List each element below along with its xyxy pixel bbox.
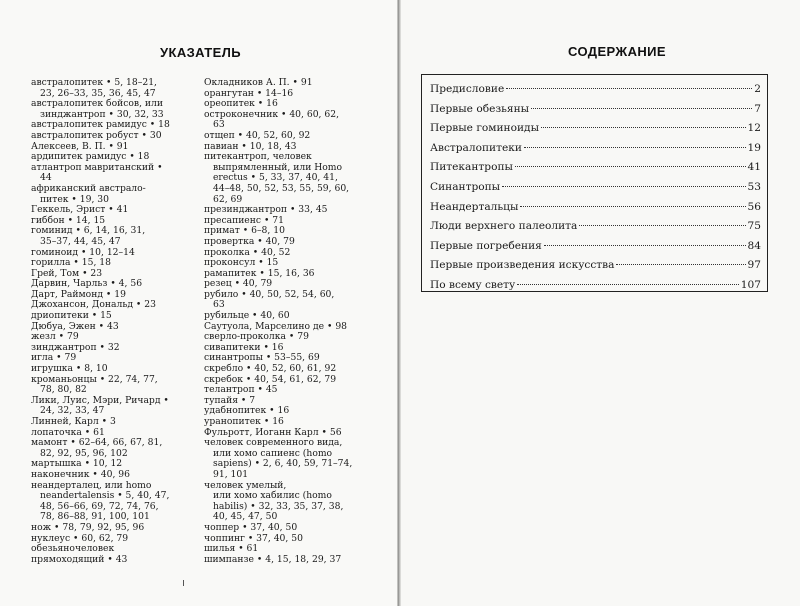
index-entry-line: чоппинг • 37, 40, 50: [204, 532, 303, 544]
index-entry-line: павиан • 10, 18, 43: [204, 140, 297, 152]
index-entry-line: рамапитек • 15, 16, 36: [204, 267, 315, 279]
index-entry-line: отщеп • 40, 52, 60, 92: [204, 129, 311, 141]
index-entry-line: 40, 45, 47, 50: [213, 511, 278, 523]
index-entry-line: атлантроп мавританский •: [31, 161, 163, 173]
toc-row: [430, 277, 761, 293]
index-entry: [204, 152, 354, 205]
contents-heading: СОДЕРЖАНИЕ: [568, 44, 666, 59]
index-entry-line: рубило • 40, 50, 52, 54, 60,: [204, 288, 335, 300]
index-entry-line: или хомо сапиенс (homo: [213, 447, 333, 459]
index-entry-line: 62, 69: [213, 193, 243, 205]
toc-page-number: 2: [754, 83, 761, 95]
toc-page-number: 7: [754, 102, 761, 115]
toc-page-number: 19: [747, 141, 761, 154]
index-entry: [31, 396, 191, 417]
index-entry-line: Грей, Том • 23: [31, 267, 103, 279]
toc-leader-dots: [520, 206, 745, 207]
toc-chapter-title: Первые погребения: [430, 239, 542, 252]
index-entry-line: питекантроп, человек: [204, 151, 312, 163]
index-entry-line: человек умелый,: [204, 479, 287, 491]
index-entry-line: Линней, Карл • 3: [31, 416, 116, 427]
index-entry-line: гоминоид • 10, 12–14: [31, 246, 135, 258]
toc-chapter-title: Неандертальцы: [430, 200, 519, 213]
toc-page-number: 12: [747, 122, 761, 135]
index-entry-line: примат • 6–8, 10: [204, 225, 285, 237]
index-entry: [31, 375, 191, 396]
index-entry-line: пресапиенс • 71: [204, 214, 284, 226]
index-entry-line: неандерталец, или homo: [31, 479, 152, 491]
index-entry: [31, 131, 191, 142]
index-entry-line: прямоходящий • 43: [31, 553, 128, 565]
index-entry-line: гоминид • 6, 14, 16, 31,: [31, 225, 146, 237]
index-entry: [204, 555, 354, 566]
toc-chapter-title: Первые обезьяны: [430, 102, 530, 115]
toc-row: [430, 159, 761, 175]
index-entry-line: мартышка • 10, 12: [31, 458, 123, 470]
toc-leader-dots: [579, 225, 745, 226]
index-entry: [31, 470, 191, 481]
toc-row: [430, 140, 761, 156]
index-entry-line: ардипитек рамидус • 18: [31, 151, 150, 163]
toc-page-number: 41: [747, 161, 761, 174]
toc-row: [430, 257, 761, 273]
index-heading: УКАЗАТЕЛЬ: [160, 45, 241, 60]
toc-page-number: 97: [747, 259, 761, 272]
toc-leader-dots: [531, 108, 752, 109]
toc-chapter-title: Предисловие: [430, 83, 505, 95]
index-entry-line: гиббон • 14, 15: [31, 214, 106, 226]
toc-chapter-title: Первые гоминоиды: [430, 122, 540, 135]
toc-page-number: 84: [747, 239, 761, 252]
index-entry-line: презинджантроп • 33, 45: [204, 204, 328, 216]
toc-row: [430, 81, 761, 97]
toc-row: [430, 199, 761, 215]
index-entry-line: Саутуола, Марселино де • 98: [204, 320, 348, 332]
index-entry-line: Фульротт, Иоганн Карл • 56: [204, 426, 342, 438]
index-entry-line: или хомо хабилис (homo: [213, 490, 332, 502]
index-entry-line: erectus • 5, 33, 37, 40, 41,: [213, 172, 338, 184]
index-entry: [204, 438, 354, 480]
index-entry-line: скребок • 40, 54, 61, 62, 79: [204, 373, 337, 385]
toc-leader-dots: [515, 166, 746, 167]
index-entry-line: питек • 19, 30: [40, 193, 109, 205]
index-entry: [204, 290, 354, 311]
index-entry: [31, 226, 191, 247]
index-entry-line: игрушка • 8, 10: [31, 363, 108, 375]
index-entry: [204, 481, 354, 523]
toc-leader-dots: [541, 127, 746, 128]
toc-leader-dots: [506, 88, 752, 89]
index-entry: [31, 555, 191, 566]
index-entry-line: уранопитек • 16: [204, 416, 284, 427]
index-entry-line: Геккель, Эрист • 41: [31, 204, 129, 216]
index-entry-line: выпрямленный, или Homo: [213, 161, 343, 173]
index-entry: [31, 99, 191, 120]
index-entry: [204, 131, 354, 142]
index-entry-line: нож • 78, 79, 92, 95, 96: [31, 521, 145, 533]
index-entry-line: ореопитек • 16: [204, 98, 278, 110]
index-entry-line: Окладников А. П. • 91: [204, 77, 313, 88]
toc-row: [430, 179, 761, 195]
toc-row: [430, 238, 761, 254]
index-entry-line: наконечник • 40, 96: [31, 468, 130, 480]
index-entry-line: habilis) • 32, 33, 35, 37, 38,: [213, 500, 344, 512]
index-entry-line: Дарвин, Чарльз • 4, 56: [31, 278, 143, 290]
index-entry: [204, 110, 354, 131]
index-entry-line: дриопитеки • 15: [31, 310, 112, 322]
toc-chapter-title: Синантропы: [430, 181, 501, 193]
toc-row: [430, 101, 761, 117]
index-entry-line: горилла • 15, 18: [31, 257, 111, 269]
index-entry-line: 91, 101: [213, 468, 249, 480]
page-tick-mark: [183, 580, 184, 586]
index-entry-line: австралопитек бойсов, или: [31, 98, 163, 110]
index-entry-line: 44–48, 50, 52, 53, 55, 59, 60,: [213, 182, 350, 194]
index-entry: [31, 78, 191, 99]
toc-chapter-title: По всему свету: [430, 279, 516, 291]
index-entry-line: резец • 40, 79: [204, 278, 273, 290]
index-entry: [31, 523, 191, 534]
index-entry-line: 48, 56–66, 69, 72, 74, 76,: [40, 500, 159, 512]
index-entry-line: африканский австрало-: [31, 182, 146, 194]
toc-leader-dots: [517, 284, 739, 285]
index-entry: [31, 438, 191, 459]
index-entry-line: лопаточка • 61: [31, 426, 105, 438]
index-entry-line: 23, 26–33, 35, 36, 45, 47: [40, 87, 156, 99]
index-entry-line: 24, 32, 33, 47: [40, 405, 105, 417]
toc-page-number: 53: [747, 181, 761, 193]
index-entry-line: 78, 80, 82: [40, 384, 87, 396]
index-entry: [31, 184, 191, 205]
index-entry-line: кроманьонцы • 22, 74, 77,: [31, 373, 158, 385]
index-entry-line: 35–37, 44, 45, 47: [40, 235, 121, 247]
toc-leader-dots: [616, 264, 745, 265]
index-entry-line: телантроп • 45: [204, 384, 278, 396]
index-page: [0, 0, 398, 606]
index-entry-line: австралопитек • 5, 18–21,: [31, 77, 157, 88]
index-entry-line: Алексеев, В. П. • 91: [31, 140, 129, 152]
index-entry-line: проколка • 40, 52: [204, 246, 291, 258]
index-entry-line: 78, 86–88, 91, 100, 101: [40, 511, 150, 523]
toc-chapter-title: Питекантропы: [430, 161, 513, 174]
index-entry-line: зинджантроп • 32: [31, 341, 120, 353]
index-entry-line: орангутан • 14–16: [204, 87, 294, 99]
index-entry-line: синантропы • 53–55, 69: [204, 352, 320, 364]
index-entry: [31, 163, 191, 184]
index-entry-line: человек современного вида,: [204, 437, 343, 449]
index-entry-line: сверло-проколка • 79: [204, 331, 309, 343]
index-entry-line: провертка • 40, 79: [204, 235, 295, 247]
index-entry-line: sapiens) • 2, 6, 40, 59, 71–74,: [213, 458, 353, 470]
index-entry-line: 82, 92, 95, 96, 102: [40, 447, 128, 459]
index-entry-line: зинджантроп • 30, 32, 33: [40, 108, 164, 120]
toc-page-number: 56: [747, 200, 761, 213]
contents-table: [421, 74, 768, 292]
index-entry-line: Дюбуа, Эжен • 43: [31, 320, 119, 332]
index-entry-line: австралопитек робуст • 30: [31, 129, 162, 141]
toc-page-number: 75: [747, 220, 761, 233]
index-entry-line: игла • 79: [31, 352, 77, 364]
index-entry-line: проконсул • 15: [204, 257, 279, 269]
toc-row: [430, 120, 761, 136]
toc-chapter-title: Люди верхнего палеолита: [430, 220, 578, 233]
index-entry-line: скребло • 40, 52, 60, 61, 92: [204, 363, 337, 375]
index-entry-line: 63: [213, 119, 225, 131]
index-entry-line: жезл • 79: [31, 331, 79, 343]
toc-leader-dots: [524, 147, 746, 148]
index-entry-line: Лики, Луис, Мэри, Ричард •: [31, 394, 169, 406]
toc-page-number: 107: [740, 279, 761, 291]
index-entry: [204, 237, 354, 248]
index-entry-line: Джохансон, Дональд • 23: [31, 299, 156, 311]
toc-chapter-title: Первые произведения искусства: [430, 259, 615, 272]
index-entry-line: тупайя • 7: [204, 394, 256, 406]
index-entry-line: мамонт • 62–64, 66, 67, 81,: [31, 437, 163, 449]
index-entry-line: чоппер • 37, 40, 50: [204, 521, 298, 533]
index-entry-line: остроконечник • 40, 60, 62,: [204, 108, 340, 120]
index-entry: [31, 481, 191, 523]
index-entry: [204, 78, 354, 89]
index-entry-line: нуклеус • 60, 62, 79: [31, 532, 129, 544]
index-entry: [204, 523, 354, 534]
toc-leader-dots: [544, 245, 746, 246]
index-entry-line: обезьяночеловек: [31, 543, 115, 555]
index-entry-line: австралопитек рамидус • 18: [31, 119, 170, 131]
toc-row: [430, 218, 761, 234]
index-entry: [204, 417, 354, 428]
index-column-left: [31, 78, 191, 565]
index-entry: [31, 417, 191, 428]
index-column-right: [204, 78, 354, 565]
toc-leader-dots: [502, 186, 745, 187]
index-entry-line: шимпанзе • 4, 15, 18, 29, 37: [204, 553, 342, 565]
index-entry-line: удабнопитек • 16: [204, 405, 290, 417]
index-entry-line: 63: [213, 299, 225, 311]
index-entry-line: 44: [40, 172, 52, 184]
toc-chapter-title: Австралопитеки: [430, 141, 522, 154]
index-entry-line: neandertalensis • 5, 40, 47,: [40, 490, 170, 502]
index-entry-line: сивапитеки • 16: [204, 341, 284, 353]
index-entry-line: Дарт, Раймонд • 19: [31, 288, 126, 300]
index-entry-line: рубильце • 40, 60: [204, 310, 290, 322]
index-entry-line: шилья • 61: [204, 543, 259, 555]
